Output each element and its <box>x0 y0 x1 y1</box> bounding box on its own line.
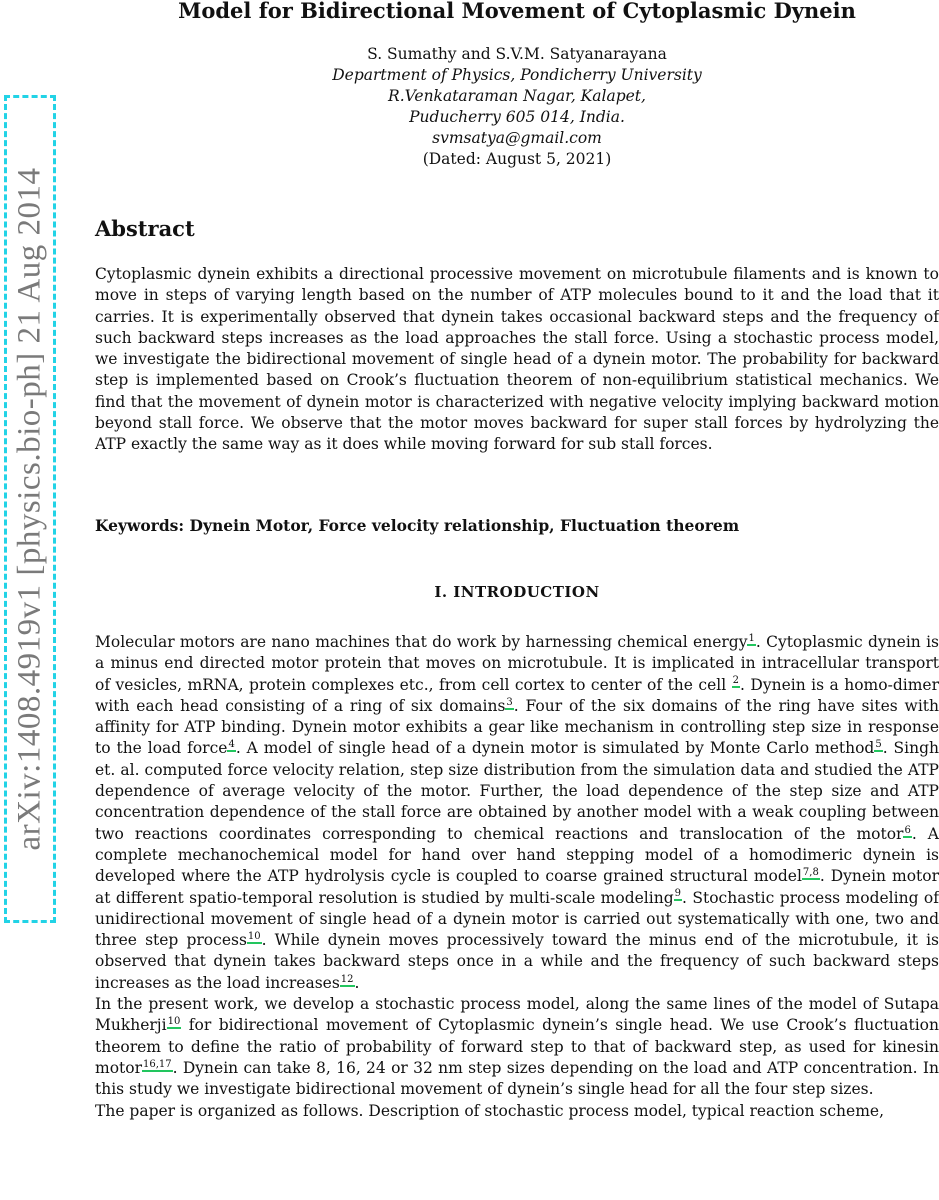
citation-link[interactable]: 10 <box>167 1016 181 1028</box>
affiliation-dept: Department of Physics, Pondicherry University <box>332 66 702 84</box>
intro-paragraph-1: Molecular motors are nano machines that do work by harnessing chemical energy$^1$. Cytoplasmic dynein is a minus end directed motor protein that moves on microtubule. It is implicated in intracellular transport of vesicles, mRNA, protein complexes etc., from cell cortex to center of the cell $^2$. Dynein is a homo-dimer with each head consisting of a ring of six domains$^3$. Four of the six domains of the ring have sites with affinity for ATP binding. Dynein motor exhibits a gear like mechanism in controlling step size in response to the load force$^4$. A model of single head of a dynein motor is simulated by Monte Carlo method$^5$. Singh et. al. computed force velocity relation, step size distribution from the simulation data and studied the ATP dependence of average velocity of the motor. Further, the load dependence of the step size and ATP concentration dependence of the stall force are obtained by another model with a weak coupling between two reactions coordinates corresponding to chemical reactions and translocation of the motor$^6$. A complete mechanochemical model for hand over hand stepping model of a homodimeric dynein is developed where the ATP hydrolysis cycle is coupled to coarse grained structural model$^{7,8}$. Dynein motor at different spatio-temporal resolution is studied by multi-scale modeling$^9$. Stochastic process modeling of unidirectional movement of single head of a dynein motor is carried out systematically with one, two and three step process$^{10}$. While dynein moves processively toward the minus end of the microtubule, it is observed that dynein takes backward steps once in a while and the frequency of such backward steps increases as the load increases$^{12}$. <box>95 632 939 992</box>
arxiv-stamp <box>4 95 56 923</box>
affiliation-address-1: R.Venkataraman Nagar, Kalapet, <box>388 87 646 105</box>
abstract-heading: Abstract <box>95 216 195 241</box>
introduction-body <box>95 632 939 1122</box>
citation-link[interactable]: 16,17 <box>143 1058 172 1070</box>
citation-link[interactable]: 4 <box>228 739 235 751</box>
arxiv-stamp-text: arXiv:1408.4919v1 [physics.bio-ph] 21 Aug 2014 <box>11 167 48 851</box>
affiliation-address-2: Puducherry 605 014, India. <box>409 108 625 126</box>
authors: S. Sumathy and S.V.M. Satyanarayana <box>367 45 667 63</box>
citation-link[interactable]: 2 <box>732 675 740 687</box>
dated: (Dated: August 5, 2021) <box>422 150 612 168</box>
citation-link[interactable]: 7,8 <box>802 867 819 879</box>
paper-title: Model for Bidirectional Movement of Cytoplasmic Dynein <box>178 0 856 23</box>
keywords: Keywords: Dynein Motor, Force velocity relationship, Fluctuation theorem <box>95 516 740 535</box>
citation-link[interactable]: 9 <box>674 888 682 900</box>
abstract-body: Cytoplasmic dynein exhibits a directional processive movement on microtubule filaments and is known to move in steps of varying length based on the number of ATP molecules bound to it and the load that it carries. It is experimentally observed that dynein takes occasional backward steps and the frequency of such backward steps increases as the load approaches the stall force. Using a stochastic process model, we investigate the bidirectional movement of single head of a dynein motor. The probability for backward step is implemented based on Crook’s fluctuation theorem of non-equilibrium statistical mechanics. We find that the movement of dynein motor is characterized with negative velocity implying backward motion beyond stall force. We observe that the motor moves backward for super stall forces by hydrolyzing the ATP exactly the same way as it does while moving forward for sub stall forces. <box>95 265 939 454</box>
section-heading-introduction: I. INTRODUCTION <box>434 583 600 601</box>
intro-paragraph-2: In the present work, we develop a stochastic process model, along the same lines of the model of Sutapa Mukherji$^{10}$ for bidirectional movement of Cytoplasmic dynein’s single head. We use Crook’s fluctuation theorem to define the ratio of probability of forward step to that of backward step, as used for kinesin motor$^{16,17}$. Dynein can take 8, 16, 24 or 32 nm step sizes depending on the load and ATP concentration. In this study we investigate bidirectional movement of dynein’s single head for all the four step sizes. <box>95 995 939 1099</box>
citation-link[interactable]: 5 <box>875 739 882 751</box>
citation-link[interactable]: 3 <box>506 696 513 708</box>
citation-link[interactable]: 6 <box>904 824 911 836</box>
citation-link[interactable]: 1 <box>748 632 755 644</box>
author-email: svmsatya@gmail.com <box>432 129 602 147</box>
citation-link[interactable]: 12 <box>340 973 354 985</box>
citation-link[interactable]: 10 <box>247 931 261 942</box>
author-block <box>95 44 939 170</box>
intro-paragraph-3: The paper is organized as follows. Description of stochastic process model, typical reaction scheme, <box>95 1101 884 1120</box>
